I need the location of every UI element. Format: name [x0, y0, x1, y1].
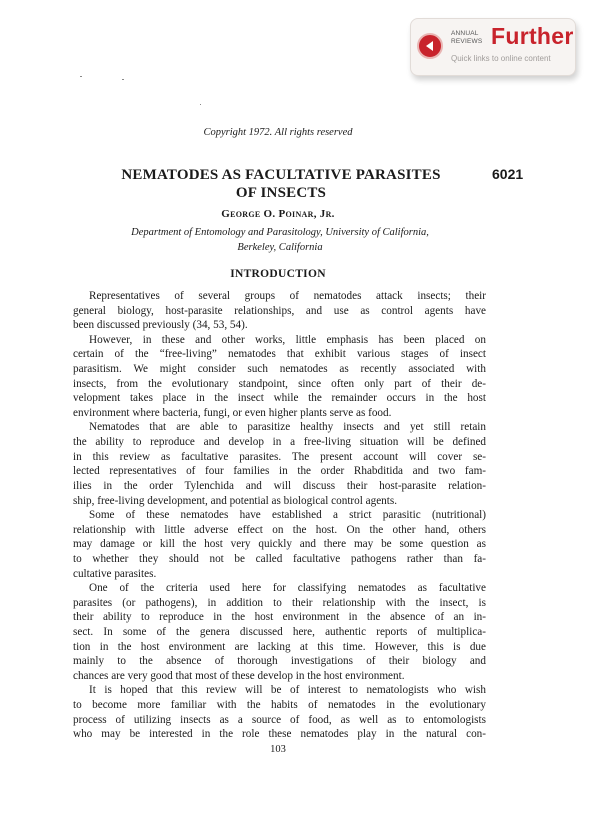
text-line: been discussed previously (34, 53, 54).: [73, 319, 248, 332]
author-name: George O. Poinar, Jr.: [221, 208, 335, 220]
text-line: Some of these nematodes have established a strict parasitic (nutritional): [89, 509, 486, 522]
text-line: general biology, host-parasite relationships, and use as control agents have: [73, 304, 486, 317]
text-line: ship, free-living development, and potential as biological control agents.: [73, 494, 398, 507]
annual-reviews-logo-text: ANNUAL REVIEWS: [451, 30, 483, 45]
text-line: to become more familiar with the habits of nematodes in the evolutionary: [73, 699, 486, 712]
further-banner-link[interactable]: [410, 18, 576, 76]
scan-speck: [122, 79, 124, 80]
back-arrow-icon: [417, 33, 443, 59]
text-line: One of the criteria used here for classifying nematodes as facultative: [89, 582, 486, 595]
copyright-line: Copyright 1972. All rights reserved: [203, 127, 353, 138]
text-line: to whether they should not be called facultative pathogens rather than fa-: [73, 552, 486, 565]
further-tagline: Quick links to online content: [451, 54, 551, 63]
text-line: cultative parasites.: [73, 567, 157, 580]
text-line: However, in these and other works, little emphasis has been placed on: [89, 333, 486, 346]
text-line: process of utilizing insects as a source of food, as well as to entomologists: [73, 713, 486, 726]
text-line: chances are very good that most of these develop in the host environment.: [73, 669, 405, 682]
text-line: velopment takes place in the insect while the remainder occurs in the host: [73, 392, 486, 405]
text-line: who may be interested in the role these nematodes play in the natural con-: [73, 728, 486, 741]
text-line: relationship with little adverse effect on the host. On the other hand, others: [73, 523, 486, 536]
title-line-2: OF INSECTS: [235, 185, 327, 201]
text-line: lected representatives of four families in the order Rhabditida and two fam-: [73, 465, 486, 478]
text-line: It is hoped that this review will be of interest to nematologists who wish: [89, 684, 486, 697]
further-wordmark: Further: [491, 23, 574, 49]
affiliation-line-1: Department of Entomology and Parasitology, University of California,: [131, 227, 429, 238]
scan-speck: [80, 76, 82, 77]
title-line-1: NEMATODES AS FACULTATIVE PARASITES: [121, 167, 441, 183]
article-code: 6021: [492, 166, 524, 182]
text-line: Nematodes that are able to parasitize healthy insects and yet still retain: [89, 421, 486, 434]
text-line: insects, from the evolutionary standpoint, since often only part of their de-: [73, 377, 486, 390]
affiliation-line-2: Berkeley, California: [237, 242, 323, 253]
text-line: mainly to the absence of thorough investigations of their biology and: [73, 655, 486, 668]
scan-speck: [200, 104, 201, 105]
text-line: Representatives of several groups of nematodes attack insects; their: [89, 290, 486, 302]
body-text: [73, 289, 486, 742]
text-line: may damage or kill the host very quickly and there may be some question as: [73, 538, 486, 551]
text-line: parasitism. We might consider such nematodes as recently associated with: [73, 363, 486, 376]
section-heading: INTRODUCTION: [230, 268, 326, 280]
text-line: the ability to reproduce and develop in a free-living situation will be defined: [73, 436, 486, 449]
author-affiliation: [80, 225, 480, 255]
text-line: in this review as facultative parasites. The present account will cover se-: [73, 450, 486, 463]
text-line: parasites (or pathogens), in addition to their relationship with the insect, is: [73, 596, 486, 609]
text-line: tion in the host environment are lacking at this time. However, this is due: [73, 640, 486, 653]
text-line: their ability to reproduce in the host environment in the absence of an in-: [73, 611, 486, 624]
page-number: 103: [270, 744, 286, 755]
text-line: ilies in the order Tylenchida and will discuss their host-parasite relation-: [73, 479, 486, 492]
text-line: certain of the “free-living” nematodes that exhibit various stages of insect: [73, 348, 486, 361]
text-line: environment where bacteria, fungi, or even higher plants serve as food.: [73, 406, 392, 419]
text-line: sect. In some of the genera discussed here, authentic reports of multiplica-: [73, 626, 486, 639]
article-title: [100, 166, 462, 202]
